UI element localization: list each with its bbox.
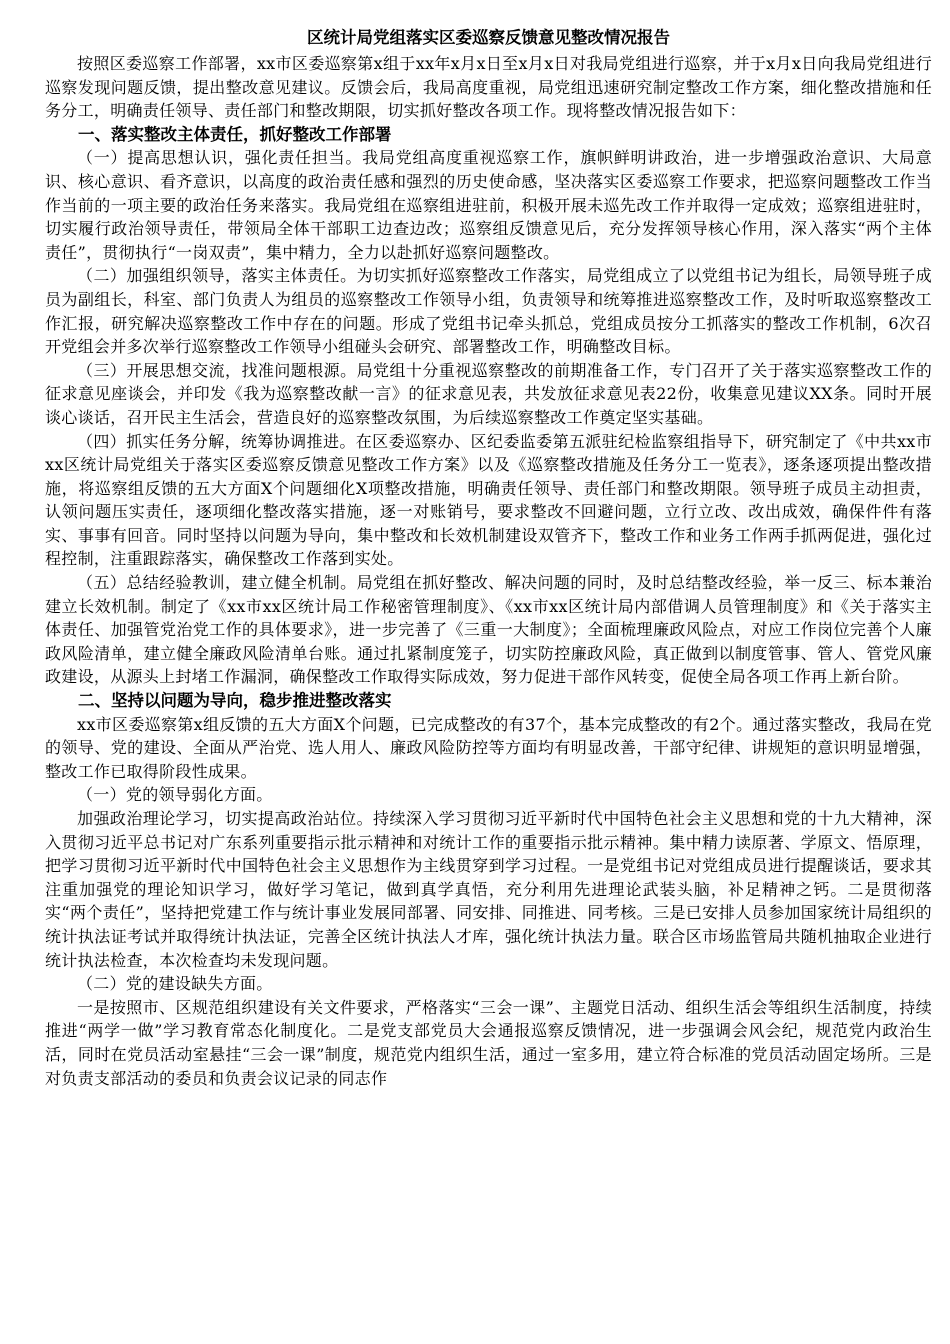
intro-paragraph: 按照区委巡察工作部署，xx市区委巡察第x组于xx年x月x日至x月x日对我局党组进行巡察，并于x月x日向我局党组进行巡察发现问题反馈，提出整改意见建议。反馈会后，我局高度重视，局党组迅速研究制定整改工作方案，细化整改措施和任务分工，明确责任领导、责任部门和整改期限，切实抓好整改各项工作。现将整改情况报告如下： (45, 54, 932, 121)
section-1-paragraph-1: （一）提高思想认识，强化责任担当。我局党组高度重视巡察工作，旗帜鲜明讲政治，进一步增强政治意识、大局意识、核心意识、看齐意识，以高度的政治责任感和强烈的历史使命感，坚决落实区委巡察工作要求，把巡察问题整改工作当作当前的一项主要的政治任务来落实。我局党组在巡察组进驻前，积极开展未巡先改工作并取得一定成效；巡察组进驻时，切实履行政治领导责任，带领局全体干部职工边查边改；巡察组反馈意见后，充分发挥领导核心作用，深入落实“两个主体责任”，贯彻执行“一岗双责”，集中精力，全力以赴抓好巡察问题整改。 (45, 148, 932, 262)
section-1-paragraph-5: （五）总结经验教训，建立健全机制。局党组在抓好整改、解决问题的同时，及时总结整改经验，举一反三、标本兼治建立长效机制。制定了《xx市xx区统计局工作秘密管理制度》、《xx市xx区统计局内部借调人员管理制度》和《关于落实主体责任、加强管党治党工作的具体要求》，进一步完善了《三重一大制度》；全面梳理廉政风险点，对应工作岗位完善个人廉政风险清单，建立健全廉政风险清单台账。通过扎紧制度笼子，切实防控廉政风险，真正做到以制度管事、管人、管党风廉政建设，从源头上封堵工作漏洞，确保整改工作取得实际成效，努力促进干部作风转变，促使全局各项工作再上新台阶。 (45, 573, 932, 687)
section-1-paragraph-2: （二）加强组织领导，落实主体责任。为切实抓好巡察整改工作落实，局党组成立了以党组书记为组长，局领导班子成员为副组长，科室、部门负责人为组员的巡察整改工作领导小组，负责领导和统筹推进巡察整改工作，及时听取巡察整改工作汇报，研究解决巡察整改工作中存在的问题。形成了党组书记牵头抓总，党组成员按分工抓落实的整改工作机制，6次召开党组会并多次举行巡察整改工作领导小组碰头会研究、部署整改工作，明确整改目标。 (45, 266, 932, 357)
section-2-heading: 二、坚持以问题为导向，稳步推进整改落实 (78, 691, 392, 711)
section-2-subheading-1: （一）党的领导弱化方面。 (77, 785, 273, 805)
section-1-paragraph-3: （三）开展思想交流，找准问题根源。局党组十分重视巡察整改的前期准备工作，专门召开了关于落实巡察整改工作的征求意见座谈会，并印发《我为巡察整改献一言》的征求意见表，共发放征求意见表22份，收集意见建议XX条。同时开展谈心谈话，召开民主生活会，营造良好的巡察整改氛围，为后续巡察整改工作奠定坚实基础。 (45, 360, 932, 427)
section-1-paragraph-4: （四）抓实任务分解，统筹协调推进。在区委巡察办、区纪委监委第五派驻纪检监察组指导下，研究制定了《中共xx市xx区统计局党组关于落实区委巡察反馈意见整改工作方案》以及《巡察整改措施及任务分工一览表》，逐条逐项提出整改措施，将巡察组反馈的五大方面X个问题细化X项整改措施，明确责任领导、责任部门和整改期限。领导班子成员主动担责，认领问题压实责任，逐项细化整改落实措施，逐一对账销号，要求整改不回避问题，立行立改、改出成效，确保件件有落实、事事有回音。同时坚持以问题为导向，集中整改和长效机制建设双管齐下，整改工作和业务工作两手抓两促进，强化过程控制，注重跟踪落实，确保整改工作落到实处。 (45, 431, 932, 569)
section-2-subheading-2: （二）党的建设缺失方面。 (77, 974, 273, 994)
section-2-paragraph-2: 加强政治理论学习，切实提高政治站位。持续深入学习贯彻习近平新时代中国特色社会主义思想和党的十九大精神，深入贯彻习近平总书记对广东系列重要指示批示精神和对统计工作的重要指示批示精神。集中精力读原著、学原文、悟原理，把学习贯彻习近平新时代中国特色社会主义思想作为主线贯穿到学习过程。一是党组书记对党组成员进行提醒谈话，要求其注重加强党的理论知识学习，做好学习笔记，做到真学真悟，充分利用先进理论武装头脑，补足精神之钙。二是贯彻落实“两个责任”，坚持把党建工作与统计事业发展同部署、同安排、同推进、同考核。三是已安排人员参加国家统计局组织的统计执法证考试并取得统计执法证，完善全区统计执法人才库，强化统计执法力量。联合区市场监管局共随机抽取企业进行统计执法检查，本次检查均未发现问题。 (45, 809, 932, 970)
document-title: 区统计局党组落实区委巡察反馈意见整改情况报告 (307, 28, 670, 47)
section-2-paragraph-3: 一是按照市、区规范组织建设有关文件要求，严格落实“三会一课”、主题党日活动、组织生活会等组织生活制度，持续推进“两学一做”学习教育常态化制度化。二是党支部党员大会通报巡察反馈情况，进一步强调会风会纪，规范党内政治生活，同时在党员活动室悬挂“三会一课”制度，规范党内组织生活，通过一室多用，建立符合标准的党员活动固定场所。三是对负责支部活动的委员和负责会议记录的同志作 (45, 997, 932, 1088)
section-1-heading: 一、落实整改主体责任，抓好整改工作部署 (78, 124, 392, 144)
section-2-paragraph-1: xx市区委巡察第x组反馈的五大方面X个问题，已完成整改的有37个，基本完成整改的有2个。通过落实整改，我局在党的领导、党的建设、全面从严治党、选人用人、廉政风险防控等方面均有明显改善，干部守纪律、讲规矩的意识明显增强，整改工作已取得阶段性成果。 (45, 714, 932, 781)
